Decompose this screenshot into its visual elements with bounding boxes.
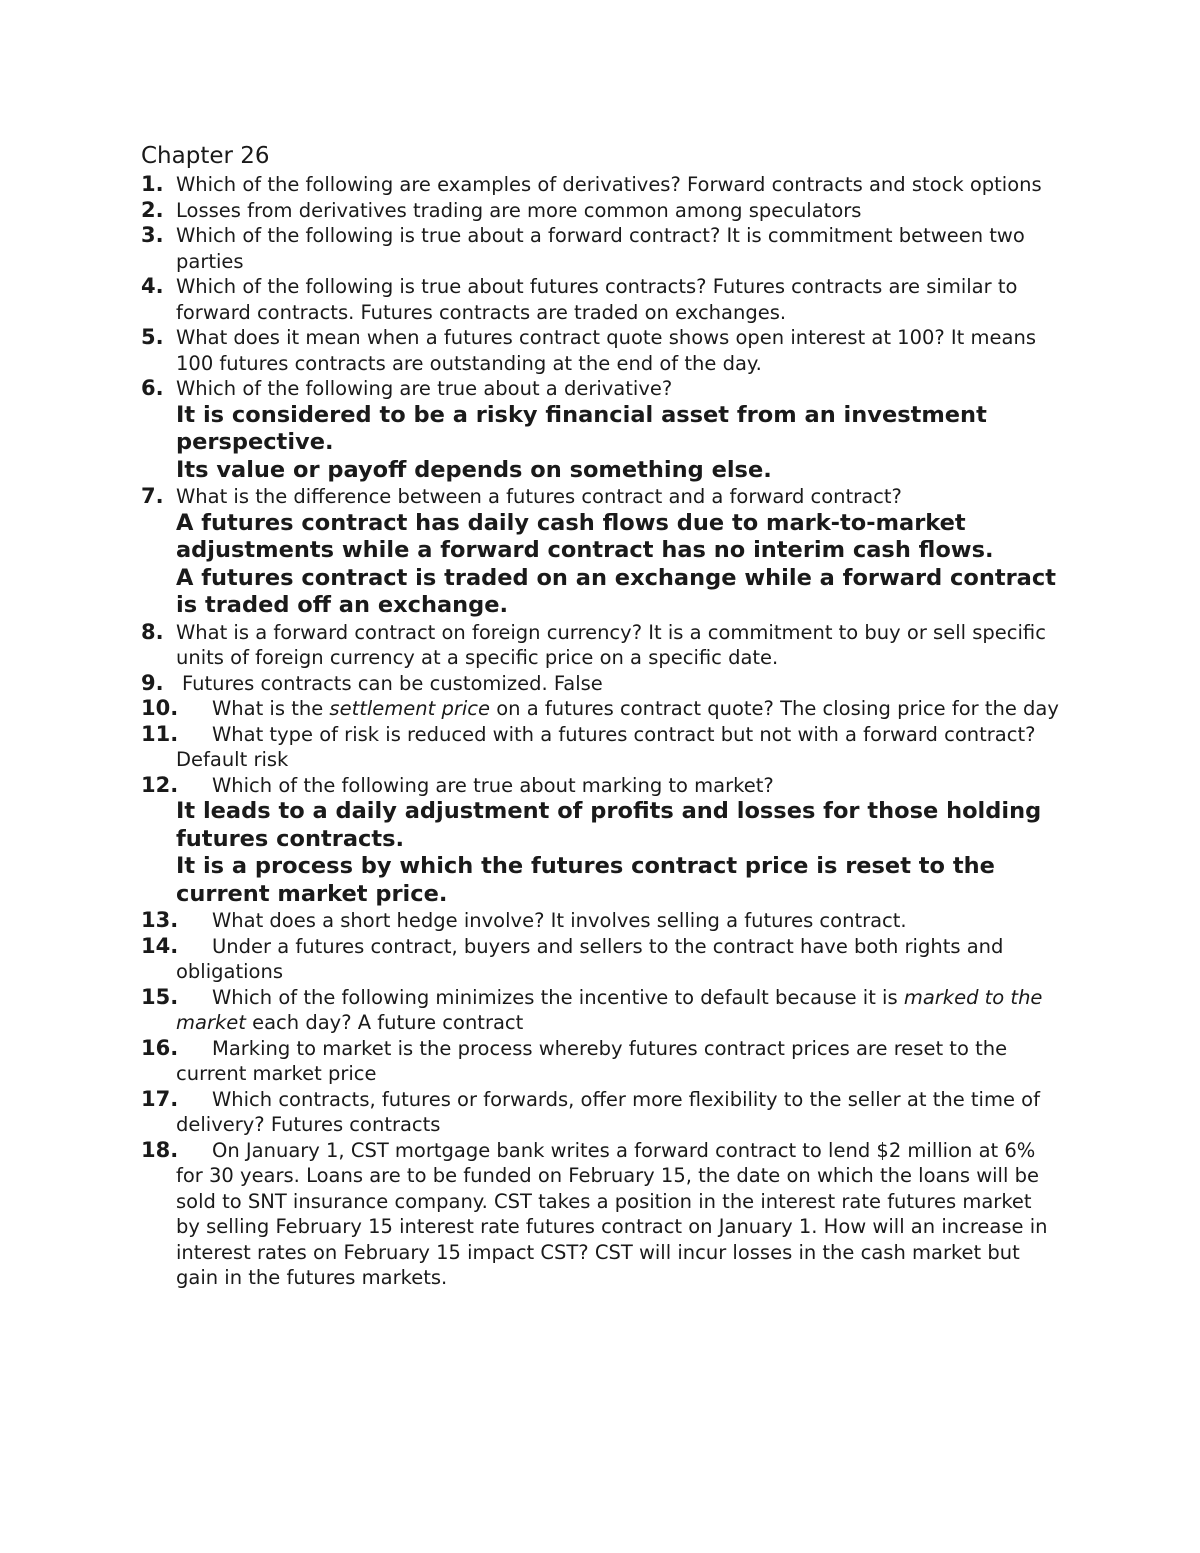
item-text: Marking to market is the process whereby futures contract prices are reset to the current market price [176, 1036, 1008, 1085]
list-item-7 [141, 484, 1061, 620]
list-item-13 [141, 908, 1061, 934]
item-number: 17. [141, 1086, 179, 1111]
item-number: 14. [141, 933, 179, 958]
item-text: What is the difference between a futures contract and a forward contract? [176, 485, 902, 508]
list-item-11 [141, 722, 1061, 773]
item-text-part: What is the [212, 697, 330, 720]
item-number: 5. [141, 325, 164, 349]
item-text [176, 985, 1061, 1036]
item-text: What does it mean when a futures contract quote shows open interest at 100? It means 100 futures contracts are outstanding at the end of the day. [176, 326, 1036, 375]
item-number: 6. [141, 376, 164, 400]
item-number: 11. [141, 721, 179, 746]
item-text-emphasis: marked to the market [176, 985, 1043, 1034]
item-text: On January 1, CST mortgage bank writes a forward contract to lend $2 million at 6% for 30 years. Loans are to be funded on February 15, the date on which the loans will be sold to SNT insurance company. CST takes a position in the interest rate futures market by selling February 15 interest rate futures contract on January 1. How will an increase in interest rates on February 15 impact CST? CST will incur losses in the cash market but gain in the futures markets. [176, 1138, 1048, 1289]
item-text: Which of the following is true about a forward contract? It is commitment between two parties [176, 224, 1025, 273]
list-item-16 [141, 1036, 1061, 1087]
item-text: Which of the following are true about marking to market? [212, 773, 774, 797]
list-item-15 [141, 985, 1061, 1036]
item-text: What is a forward contract on foreign currency? It is a commitment to buy or sell specific units of foreign currency at a specific price on a specific date. [176, 620, 1046, 669]
chapter-title: Chapter 26 [141, 143, 270, 169]
list-item-8 [141, 620, 1061, 671]
item-number: 7. [141, 484, 164, 508]
item-number: 16. [141, 1035, 179, 1060]
item-number: 9. [141, 670, 164, 695]
list-item-10 [141, 696, 1061, 722]
answer-text: It leads to a daily adjustment of profits and losses for those holding futures contracts. [176, 798, 1042, 852]
item-number: 2. [141, 197, 164, 222]
item-number: 8. [141, 619, 164, 644]
item-text: Under a futures contract, buyers and sellers to the contract have both rights and obligations [176, 934, 1004, 983]
item-number: 1. [141, 172, 164, 196]
list-item-6 [141, 376, 1061, 484]
item-text-part: on a futures contract quote? The closing price for the day [490, 697, 1059, 720]
item-text: Losses from derivatives trading are more common among speculators [176, 198, 862, 222]
item-number: 10. [141, 696, 179, 720]
item-number: 15. [141, 984, 179, 1009]
item-text: Which contracts, futures or forwards, offer more flexibility to the seller at the time of delivery? Futures contracts [176, 1087, 1040, 1136]
answer-text: It is considered to be a risky financial asset from an investment perspective. [176, 401, 987, 455]
list-item-12 [141, 773, 1061, 909]
list-item-2 [141, 198, 1061, 224]
item-text: Which of the following are true about a derivative? [176, 377, 673, 400]
document-body [141, 141, 1061, 1291]
item-number: 18. [141, 1137, 179, 1162]
item-number: 13. [141, 908, 179, 932]
answer-text: It is a process by which the futures contract price is reset to the current market price. [176, 853, 995, 907]
answer-text: Its value or payoff depends on something else. [176, 456, 772, 483]
item-text: What does a short hedge involve? It involves selling a futures contract. [212, 909, 907, 932]
item-text: Futures contracts can be customized. False [182, 671, 603, 695]
item-text: Which of the following is true about futures contracts? Futures contracts are similar to forward contracts. Futures contracts are traded on exchanges. [176, 275, 1018, 324]
list-item-14 [141, 934, 1061, 985]
list-item-1 [141, 172, 1061, 198]
item-text-part: each day? A future contract [245, 1011, 524, 1034]
item-number: 12. [141, 772, 179, 797]
list-item-3 [141, 223, 1061, 274]
list-item-17 [141, 1087, 1061, 1138]
list-item-18 [141, 1138, 1061, 1291]
answer-text: A futures contract is traded on an exchange while a forward contract is traded off an exchange. [176, 564, 1056, 618]
list-item-9 [141, 671, 1061, 697]
answer-text: A futures contract has daily cash flows due to mark-to-market adjustments while a forward contract has no interim cash flows. [176, 509, 994, 563]
item-text: What type of risk is reduced with a futures contract but not with a forward contract? Default risk [176, 722, 1036, 771]
item-number: 3. [141, 223, 164, 247]
list-item-4 [141, 274, 1061, 325]
item-text: Which of the following are examples of derivatives? Forward contracts and stock options [176, 173, 1042, 196]
item-text-emphasis: settlement price [329, 697, 491, 720]
item-number: 4. [141, 274, 164, 298]
list-item-5 [141, 325, 1061, 376]
item-text-part: Which of the following minimizes the incentive to default because it is [212, 985, 904, 1009]
item-text [176, 696, 1061, 722]
